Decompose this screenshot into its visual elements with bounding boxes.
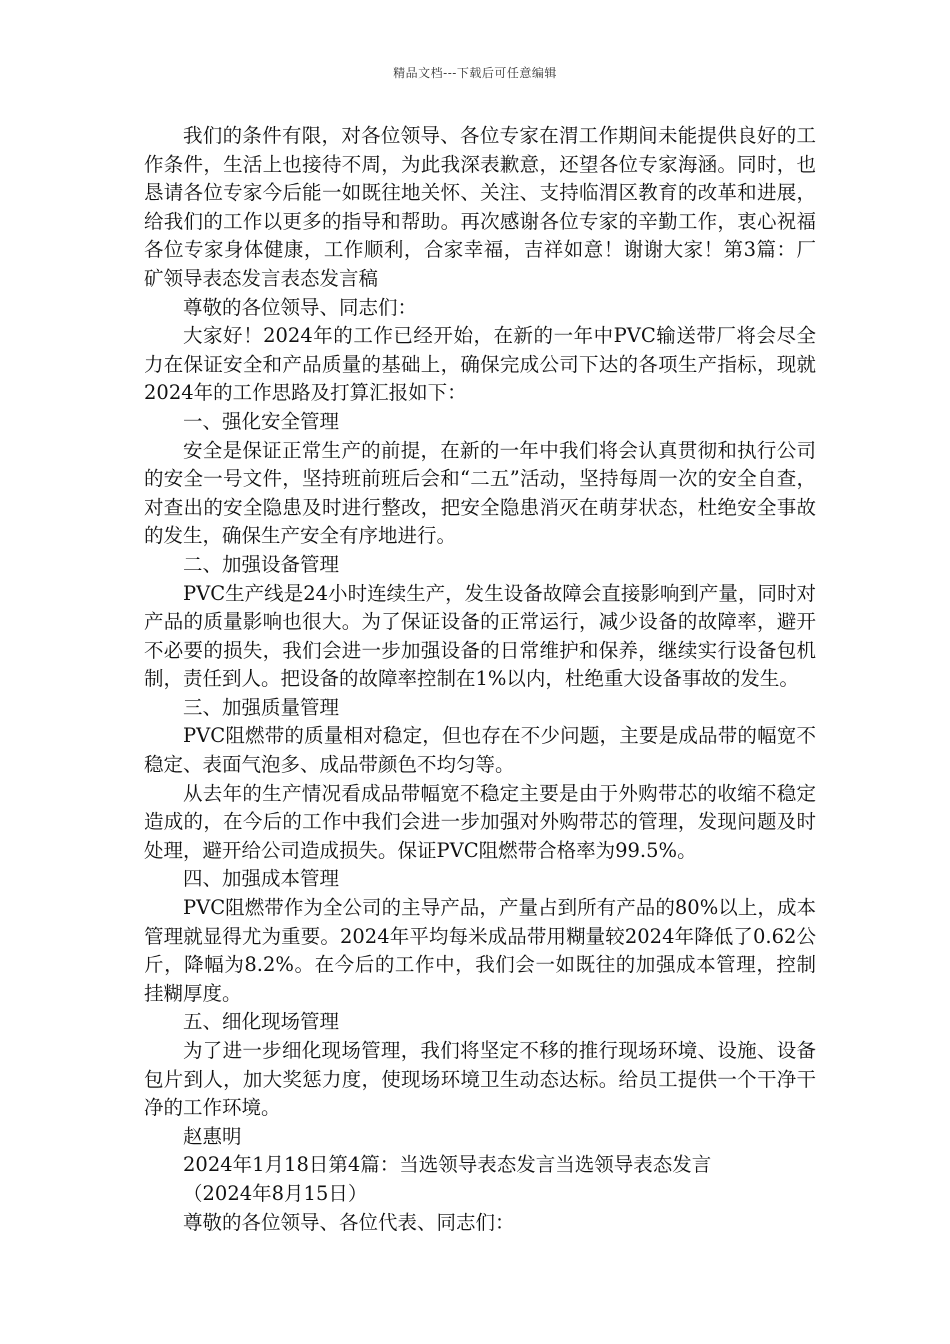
section-heading-equipment: 二、加强设备管理 [183,552,340,576]
signature-name: 赵惠明 [183,1124,242,1148]
section-heading-quality: 三、加强质量管理 [183,695,340,719]
paragraph-greeting: 大家好！2024年的工作已经开始，在新的一年中PVC输送带厂将会尽全力在保证安全和产品质量的基础上，确保完成公司下达的各项生产指标，现就2024年的工作思路及打算汇报如下： [144,324,816,405]
paragraph-date-next-article: 2024年1月18日第4篇：当选领导表态发言当选领导表态发言 [183,1153,712,1177]
paragraph-salutation: 尊敬的各位领导、同志们： [183,295,418,319]
page-header: 精品文档---下载后可任意编辑 [393,66,557,80]
section-heading-cost: 四、加强成本管理 [183,867,340,891]
paragraph-quality: PVC阻燃带的质量相对稳定，但也存在不少问题，主要是成品带的幅宽不稳定、表面气泡多、成品带颜色不均匀等。 [144,724,816,777]
paragraph-site: 为了进一步细化现场管理，我们将坚定不移的推行现场环境、设施、设备包片到人，加大奖惩力度，使现场环境卫生动态达标。给员工提供一个干净干净的工作环境。 [144,1039,816,1120]
paragraph-quality-detail: 从去年的生产情况看成品带幅宽不稳定主要是由于外购带芯的收缩不稳定造成的，在今后的工作中我们会进一步加强对外购带芯的管理，发现问题及时处理，避开给公司造成损失。保证PVC阻燃带合格率为99.5%。 [144,781,816,862]
paragraph-cost: PVC阻燃带作为全公司的主导产品，产量占到所有产品的80%以上，成本管理就显得尤为重要。2024年平均每米成品带用糊量较2024年降低了0.62公斤，降幅为8.2%。在今后的工作中，我们会一如既往的加强成本管理，控制挂糊厚度。 [144,896,816,1005]
paragraph-closing-remarks: 我们的条件有限，对各位领导、各位专家在渭工作期间未能提供良好的工作条件，生活上也接待不周，为此我深表歉意，还望各位专家海涵。同时，也恳请各位专家今后能一如既往地关怀、关注、支持临渭区教育的改革和进展，给我们的工作以更多的指导和帮助。再次感谢各位专家的辛勤工作，衷心祝福各位专家身体健康，工作顺利，合家幸福，吉祥如意！谢谢大家！第3篇：厂矿领导表态发言表态发言稿 [144,124,816,290]
document-body [144,122,816,1237]
paragraph-equipment: PVC生产线是24小时连续生产，发生设备故障会直接影响到产量，同时对产品的质量影响也很大。为了保证设备的正常运行，减少设备的故障率，避开不必要的损失，我们会进一步加强设备的日常维护和保养，继续实行设备包机制，责任到人。把设备的故障率控制在1%以内，杜绝重大设备事故的发生。 [144,581,816,691]
paragraph-speech-date: （2024年8月15日） [183,1181,368,1205]
section-heading-safety: 一、强化安全管理 [183,409,340,433]
paragraph-salutation-2: 尊敬的各位领导、各位代表、同志们： [183,1210,515,1234]
paragraph-safety: 安全是保证正常生产的前提，在新的一年中我们将会认真贯彻和执行公司的安全一号文件，坚持班前班后会和“二五”活动，坚持每周一次的安全自查，对查出的安全隐患及时进行整改，把安全隐患消灭在萌芽状态，杜绝安全事故的发生，确保生产安全有序地进行。 [144,438,816,548]
section-heading-site: 五、细化现场管理 [183,1010,340,1034]
